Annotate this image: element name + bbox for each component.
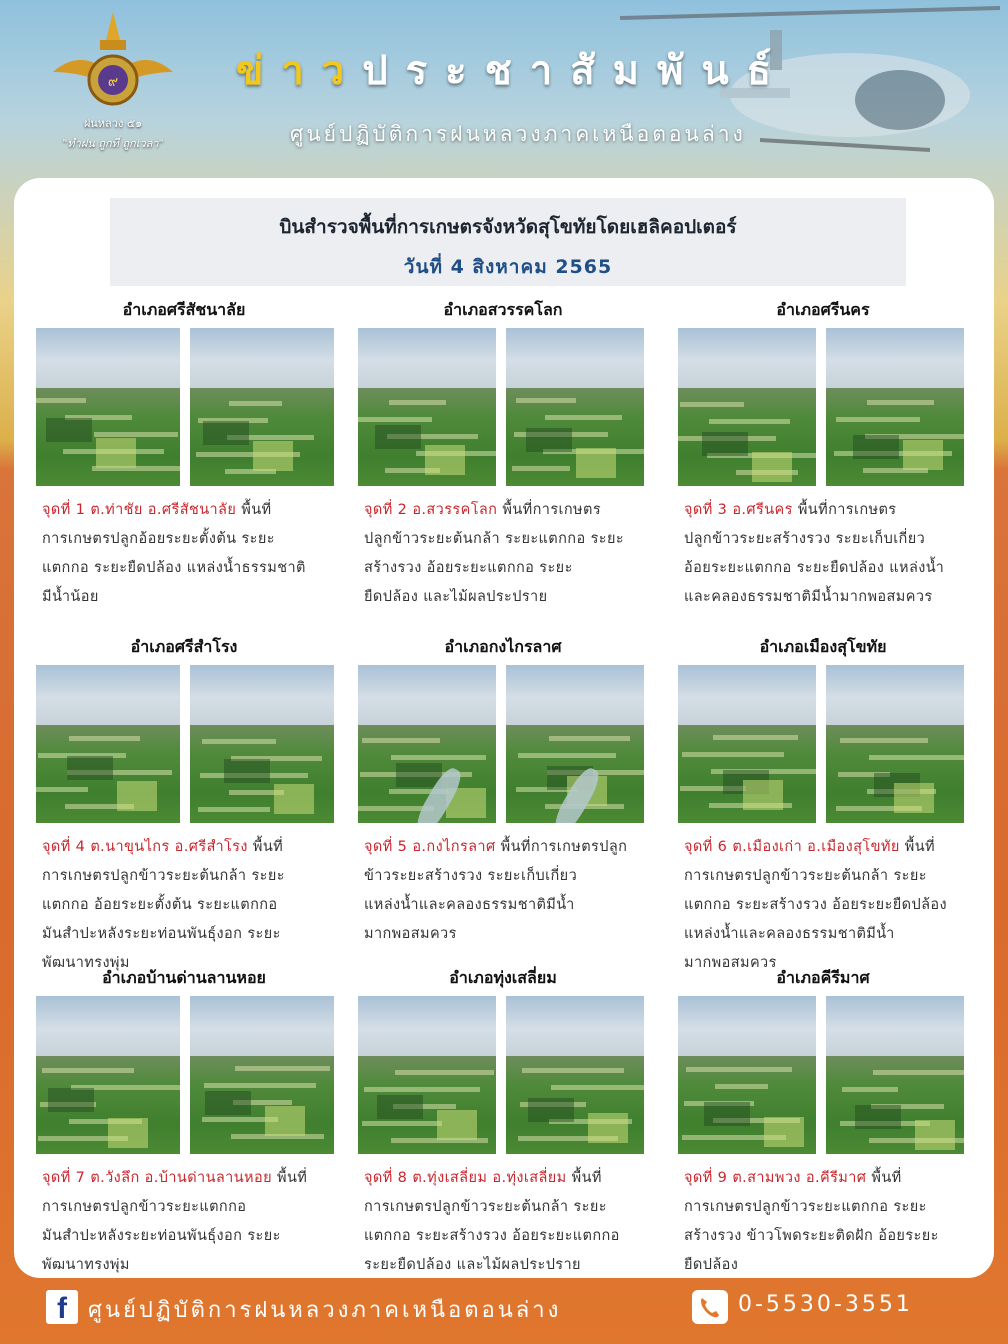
description-line: การเกษตรปลูกข้าวระยะต้นกล้า ระยะ	[42, 868, 285, 884]
district-description	[684, 833, 970, 978]
survey-point: จุดที่ 1 ต.ท่าชัย อ.ศรีสัชนาลัย	[42, 502, 237, 518]
district-description	[42, 496, 334, 612]
description-line: แหล่งน้ำและคลองธรรมชาติมีน้ำ	[364, 897, 575, 913]
report-title: บินสำรวจพื้นที่การเกษตรจังหวัดสุโขทัยโดยเฮลิคอปเตอร์	[279, 216, 737, 238]
aerial-photo	[678, 328, 816, 486]
description-line: ปลูกข้าวระยะสร้างรวง ระยะเก็บเกี่ยว	[684, 531, 926, 547]
description-line: แตกกอ อ้อยระยะตั้งต้น ระยะแตกกอ	[42, 897, 278, 913]
description-line: มันสำปะหลังระยะท่อนพันธุ์งอก ระยะ	[42, 926, 281, 942]
aerial-photo	[190, 328, 334, 486]
aerial-photo	[506, 665, 644, 823]
survey-point: จุดที่ 9 ต.สามพวง อ.คีรีมาศ	[684, 1170, 867, 1186]
aerial-photo	[190, 665, 334, 823]
aerial-photo	[358, 996, 496, 1154]
district-description	[684, 1164, 970, 1280]
district-heading: อำเภอทุ่งเสลี่ยม	[449, 968, 557, 987]
district-description	[364, 496, 650, 612]
description-line: พื้นที่	[252, 839, 284, 855]
description-line: มีน้ำน้อย	[42, 589, 99, 605]
description-line: ระยะยืดปล้อง และไม้ผลประปราย	[364, 1257, 581, 1273]
description-line: พื้นที่	[241, 502, 272, 518]
description-line: สร้างรวง อ้อยระยะแตกกอ ระยะ	[364, 560, 573, 576]
description-line: แตกกอ ระยะยืดปล้อง แหล่งน้ำธรรมชาติ	[42, 560, 306, 576]
description-line: การเกษตรปลูกข้าวระยะต้นกล้า ระยะ	[364, 1199, 607, 1215]
aerial-photo	[826, 665, 964, 823]
facebook-page-name[interactable]: ศูนย์ปฏิบัติการฝนหลวงภาคเหนือตอนล่าง	[88, 1298, 562, 1323]
aerial-photo	[506, 328, 644, 486]
emblem-caption: ฝนหลวง ๕๑	[83, 117, 143, 130]
district-description	[684, 496, 970, 612]
description-line: พื้นที่	[871, 1170, 902, 1186]
aerial-photo	[36, 996, 180, 1154]
description-line: การเกษตรปลูกข้าวระยะต้นกล้า ระยะ	[684, 868, 927, 884]
district-heading: อำเภอสวรรคโลก	[443, 300, 563, 319]
survey-point: จุดที่ 2 อ.สวรรคโลก	[364, 502, 498, 518]
page-title-rest: ประชาสัมพันธ์	[362, 48, 790, 94]
aerial-photo	[826, 328, 964, 486]
survey-point: จุดที่ 8 ต.ทุ่งเสลี่ยม อ.ทุ่งเสลี่ยม	[364, 1170, 567, 1186]
description-line: อ้อยระยะแตกกอ ระยะยืดปล้อง แหล่งน้ำ	[684, 560, 945, 576]
description-line: ปลูกข้าวระยะต้นกล้า ระยะแตกกอ ระยะ	[364, 531, 625, 547]
page-title	[236, 38, 789, 102]
aerial-photo	[190, 996, 334, 1154]
content-card	[14, 178, 994, 1278]
description-line: พัฒนาทรงพุ่ม	[42, 955, 130, 971]
survey-point: จุดที่ 5 อ.กงไกรลาศ	[364, 839, 496, 855]
emblem-slogan: "ทำฝน ถูกที่ ถูกเวลา"	[62, 137, 164, 150]
aerial-photo	[678, 665, 816, 823]
district-description	[364, 833, 650, 949]
description-line: ยืดปล้อง	[684, 1257, 739, 1273]
description-line: พื้นที่การเกษตรปลูก	[500, 839, 628, 855]
contact-phone[interactable]: 0-5530-3551	[738, 1292, 913, 1317]
facebook-icon[interactable]: f	[46, 1290, 78, 1324]
header-banner	[0, 0, 1008, 180]
district-description	[364, 1164, 650, 1280]
description-line: พัฒนาทรงพุ่ม	[42, 1257, 130, 1273]
svg-text:๙: ๙	[107, 74, 119, 90]
description-line: การเกษตรปลูกข้าวระยะแตกกอ ระยะ	[684, 1199, 927, 1215]
report-title-box	[110, 198, 906, 286]
aerial-photo	[678, 996, 816, 1154]
description-line: มันสำปะหลังระยะท่อนพันธุ์งอก ระยะ	[42, 1228, 281, 1244]
description-line: แตกกอ ระยะสร้างรวง อ้อยระยะยืดปล้อง	[684, 897, 947, 913]
description-line: แหล่งน้ำและคลองธรรมชาติมีน้ำ	[684, 926, 895, 942]
description-line: มากพอสมควร	[684, 955, 777, 971]
description-line: สร้างรวง ข้าวโพดระยะติดฝัก อ้อยระยะ	[684, 1228, 939, 1244]
district-heading: อำเภอเมืองสุโขทัย	[759, 637, 887, 656]
district-heading: อำเภอบ้านด่านลานหอย	[102, 968, 266, 987]
description-line: พื้นที่	[904, 839, 936, 855]
description-line: มากพอสมควร	[364, 926, 457, 942]
aerial-photo	[358, 665, 496, 823]
survey-point: จุดที่ 4 ต.นาขุนไกร อ.ศรีสำโรง	[42, 839, 248, 855]
district-heading: อำเภอกงไกรลาศ	[444, 637, 562, 656]
description-line: แตกกอ ระยะสร้างรวง อ้อยระยะแตกกอ	[364, 1228, 620, 1244]
description-line: พื้นที่	[277, 1170, 308, 1186]
report-date: วันที่ 4 สิงหาคม 2565	[403, 256, 613, 278]
survey-point: จุดที่ 6 ต.เมืองเก่า อ.เมืองสุโขทัย	[684, 839, 900, 855]
description-line: ยืดปล้อง และไม้ผลประปราย	[364, 589, 548, 605]
survey-point: จุดที่ 3 อ.ศรีนคร	[684, 502, 793, 518]
description-line: และคลองธรรมชาติมีน้ำมากพอสมควร	[684, 589, 933, 605]
survey-point: จุดที่ 7 ต.วังลึก อ.บ้านด่านลานหอย	[42, 1170, 272, 1186]
description-line: การเกษตรปลูกอ้อยระยะตั้งต้น ระยะ	[42, 531, 275, 547]
description-line: พื้นที่	[571, 1170, 602, 1186]
page-subtitle: ศูนย์ปฏิบัติการฝนหลวงภาคเหนือตอนล่าง	[290, 122, 746, 146]
description-line: พื้นที่การเกษตร	[502, 502, 602, 518]
description-line: การเกษตรปลูกข้าวระยะแตกกอ	[42, 1199, 247, 1215]
description-line: พื้นที่การเกษตร	[797, 502, 897, 518]
district-description	[42, 1164, 334, 1280]
description-line: ข้าวระยะสร้างรวง ระยะเก็บเกี่ยว	[364, 868, 578, 884]
aerial-photo	[506, 996, 644, 1154]
district-heading: อำเภอศรีนคร	[776, 300, 870, 319]
aerial-photo	[36, 665, 180, 823]
aerial-photo	[358, 328, 496, 486]
district-heading: อำเภอคีรีมาศ	[776, 968, 870, 987]
phone-icon	[692, 1290, 728, 1324]
aerial-photo	[36, 328, 180, 486]
aerial-photo	[826, 996, 964, 1154]
page-title-gold: ข่าว	[236, 48, 363, 94]
district-description	[42, 833, 334, 978]
district-heading: อำเภอศรีสัชนาลัย	[122, 300, 246, 319]
district-heading: อำเภอศรีสำโรง	[130, 637, 238, 656]
